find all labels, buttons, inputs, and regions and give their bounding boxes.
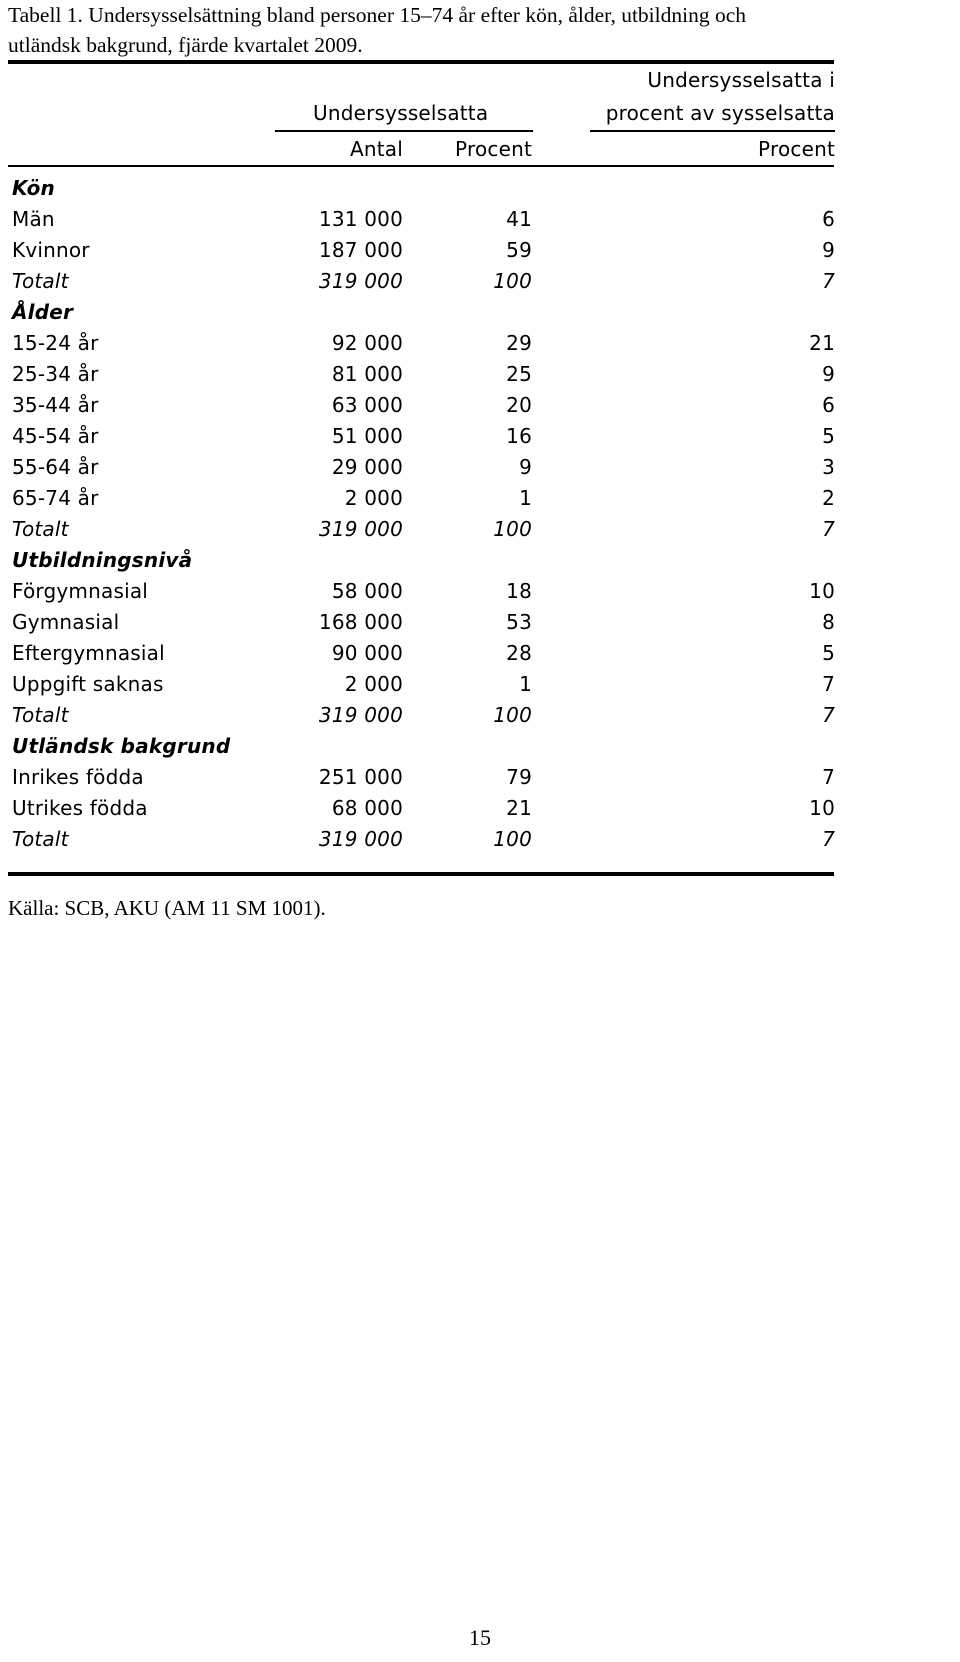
table-row	[0, 669, 960, 700]
row-label: Totalt	[12, 703, 69, 727]
antal-cell: 2 000	[344, 672, 403, 696]
row-label: Uppgift saknas	[12, 672, 164, 696]
table-row	[0, 235, 960, 266]
row-label: 65-74 år	[12, 486, 99, 510]
row-label: 55-64 år	[12, 455, 99, 479]
column-header-procent: Procent	[455, 137, 532, 161]
procent-cell: 41	[506, 207, 532, 231]
procent-cell: 21	[506, 796, 532, 820]
procent-cell: 20	[506, 393, 532, 417]
procent-sysselsatta-cell: 2	[822, 486, 835, 510]
table-row	[0, 483, 960, 514]
procent-cell: 18	[506, 579, 532, 603]
column-header-antal: Antal	[349, 137, 403, 161]
procent-cell: 100	[493, 703, 532, 727]
antal-cell: 63 000	[331, 393, 403, 417]
procent-sysselsatta-cell: 7	[822, 517, 835, 541]
section-header-row	[0, 173, 960, 204]
row-label: Gymnasial	[12, 610, 120, 634]
procent-sysselsatta-cell: 9	[822, 362, 835, 386]
procent-cell: 1	[519, 486, 532, 510]
antal-cell: 319 000	[318, 517, 403, 541]
procent-sysselsatta-cell: 7	[822, 703, 835, 727]
row-label: 45-54 år	[12, 424, 99, 448]
total-row	[0, 700, 960, 731]
row-label: 25-34 år	[12, 362, 99, 386]
row-label: Inrikes födda	[12, 765, 144, 789]
caption-line-1: Tabell 1. Undersysselsättning bland personer 15–74 år efter kön, ålder, utbildning och	[8, 3, 747, 27]
antal-cell: 51 000	[331, 424, 403, 448]
section-header-row	[0, 297, 960, 328]
procent-cell: 28	[506, 641, 532, 665]
procent-cell: 25	[506, 362, 532, 386]
group-header-undersysselsatta-i: Undersysselsatta i	[647, 68, 835, 92]
row-label: Förgymnasial	[12, 579, 149, 603]
row-label: Kvinnor	[12, 238, 90, 262]
row-label: 35-44 år	[12, 393, 99, 417]
column-header-procent-sysselsatta: Procent	[758, 137, 835, 161]
procent-cell: 9	[519, 455, 532, 479]
group-header-procent-av-sysselsatta: procent av sysselsatta	[605, 101, 835, 125]
section-header-row	[0, 545, 960, 576]
antal-cell: 319 000	[318, 703, 403, 727]
procent-sysselsatta-cell: 7	[822, 672, 835, 696]
antal-cell: 29 000	[331, 455, 403, 479]
table-row	[0, 793, 960, 824]
procent-cell: 100	[493, 827, 532, 851]
procent-sysselsatta-cell: 7	[822, 765, 835, 789]
procent-sysselsatta-cell: 8	[822, 610, 835, 634]
procent-sysselsatta-cell: 21	[809, 331, 835, 355]
antal-cell: 251 000	[318, 765, 403, 789]
table-row	[0, 328, 960, 359]
group-header-undersysselsatta: Undersysselsatta	[313, 101, 489, 125]
table-row	[0, 390, 960, 421]
procent-sysselsatta-cell: 3	[822, 455, 835, 479]
table-row	[0, 762, 960, 793]
section-label: Utländsk bakgrund	[12, 734, 231, 758]
antal-cell: 68 000	[331, 796, 403, 820]
table-row	[0, 204, 960, 235]
section-label: Ålder	[12, 300, 74, 324]
total-row	[0, 824, 960, 855]
row-label: Män	[12, 207, 55, 231]
antal-cell: 90 000	[331, 641, 403, 665]
procent-sysselsatta-cell: 6	[822, 393, 835, 417]
procent-sysselsatta-cell: 5	[822, 641, 835, 665]
source-note: Källa: SCB, AKU (AM 11 SM 1001).	[8, 896, 326, 920]
row-label: Utrikes födda	[12, 796, 148, 820]
table-row	[0, 421, 960, 452]
row-label: Totalt	[12, 269, 69, 293]
table-row	[0, 607, 960, 638]
table-row	[0, 359, 960, 390]
procent-sysselsatta-cell: 10	[809, 579, 835, 603]
top-rule	[8, 60, 834, 64]
total-row	[0, 266, 960, 297]
procent-sysselsatta-cell: 7	[822, 269, 835, 293]
bottom-rule	[8, 872, 834, 876]
section-header-row	[0, 731, 960, 762]
table-row	[0, 638, 960, 669]
header-rule	[8, 165, 834, 167]
section-label: Kön	[12, 176, 55, 200]
row-label: Eftergymnasial	[12, 641, 165, 665]
procent-sysselsatta-cell: 7	[822, 827, 835, 851]
antal-cell: 81 000	[331, 362, 403, 386]
section-label: Utbildningsnivå	[12, 548, 193, 572]
group-rule-right	[590, 130, 835, 132]
procent-cell: 53	[506, 610, 532, 634]
procent-cell: 29	[506, 331, 532, 355]
procent-sysselsatta-cell: 6	[822, 207, 835, 231]
procent-sysselsatta-cell: 10	[809, 796, 835, 820]
antal-cell: 187 000	[318, 238, 403, 262]
antal-cell: 92 000	[331, 331, 403, 355]
antal-cell: 319 000	[318, 269, 403, 293]
antal-cell: 58 000	[331, 579, 403, 603]
antal-cell: 2 000	[344, 486, 403, 510]
procent-cell: 16	[506, 424, 532, 448]
antal-cell: 168 000	[318, 610, 403, 634]
procent-sysselsatta-cell: 5	[822, 424, 835, 448]
page-number: 15	[469, 1625, 491, 1650]
procent-cell: 59	[506, 238, 532, 262]
procent-cell: 79	[506, 765, 532, 789]
table-row	[0, 452, 960, 483]
procent-cell: 100	[493, 517, 532, 541]
row-label: 15-24 år	[12, 331, 99, 355]
procent-cell: 1	[519, 672, 532, 696]
caption-line-2: utländsk bakgrund, fjärde kvartalet 2009.	[8, 33, 363, 57]
procent-cell: 100	[493, 269, 532, 293]
antal-cell: 131 000	[318, 207, 403, 231]
group-rule-left	[275, 130, 533, 132]
row-label: Totalt	[12, 827, 69, 851]
row-label: Totalt	[12, 517, 69, 541]
total-row	[0, 514, 960, 545]
procent-sysselsatta-cell: 9	[822, 238, 835, 262]
antal-cell: 319 000	[318, 827, 403, 851]
table-row	[0, 576, 960, 607]
